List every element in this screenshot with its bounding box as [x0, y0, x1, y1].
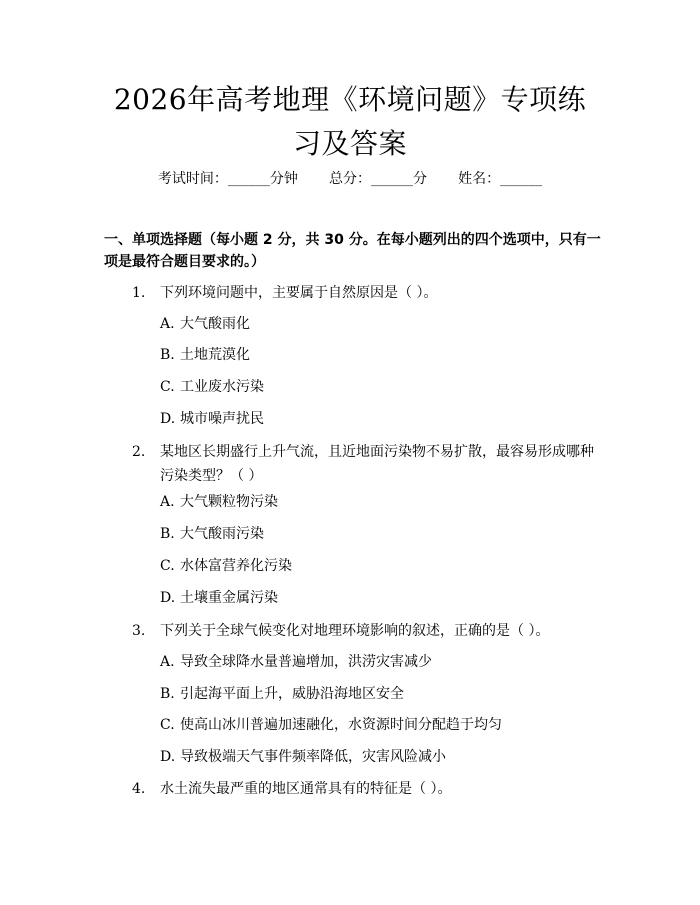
option-3c: [160, 715, 502, 735]
option-text: 土壤重金属污染: [180, 590, 278, 606]
option-1a: [160, 314, 250, 334]
option-letter: A.: [160, 316, 175, 332]
option-letter: A.: [160, 494, 175, 510]
question-2: [132, 440, 600, 488]
question-number: 1.: [132, 285, 146, 301]
option-3d: [160, 747, 446, 767]
option-text: 使高山冰川普遍加速融化，水资源时间分配趋于均匀: [180, 717, 502, 733]
option-1c: [160, 377, 264, 397]
option-2b: [160, 524, 264, 544]
question-4: [132, 777, 600, 801]
option-2d: [160, 588, 278, 608]
option-text: 城市噪声扰民: [180, 411, 264, 427]
page-title: 2026年高考地理《环境问题》专项练习及答案: [113, 83, 587, 160]
option-1b: [160, 345, 250, 365]
option-letter: D.: [160, 590, 176, 606]
total-score-label: 总分：______分: [329, 171, 427, 187]
question-3: [132, 619, 600, 643]
option-letter: D.: [160, 411, 176, 427]
exam-meta: [0, 168, 700, 188]
question-number: 2.: [132, 444, 146, 460]
exam-time-label: 考试时间：______分钟: [157, 171, 298, 187]
option-text: 大气酸雨污染: [180, 526, 264, 542]
question-stem: 某地区长期盛行上升气流，且近地面污染物不易扩散，最容易形成哪种污染类型？（ ）: [160, 444, 594, 484]
option-letter: C.: [160, 717, 175, 733]
question-stem: 下列关于全球气候变化对地理环境影响的叙述，正确的是（ ）。: [160, 623, 550, 639]
option-letter: B.: [160, 526, 175, 542]
option-text: 导致全球降水量普遍增加，洪涝灾害减少: [180, 654, 432, 670]
question-number: 4.: [132, 781, 146, 797]
question-stem: 下列环境问题中，主要属于自然原因是（ ）。: [160, 285, 438, 301]
option-letter: C.: [160, 379, 175, 395]
question-number: 3.: [132, 623, 146, 639]
option-letter: B.: [160, 347, 175, 363]
question-stem: 水土流失最严重的地区通常具有的特征是（ ）。: [160, 781, 452, 797]
option-letter: D.: [160, 749, 176, 765]
question-1: [132, 281, 600, 305]
option-3b: [160, 684, 404, 704]
option-text: 工业废水污染: [180, 379, 264, 395]
section-heading: 一、单项选择题（每小题 2 分，共 30 分。在每小题列出的四个选项中，只有一项是最符合题目要求的。）: [104, 232, 601, 270]
student-name-label: 姓名：______: [458, 171, 543, 187]
option-letter: A.: [160, 654, 175, 670]
option-letter: B.: [160, 686, 175, 702]
option-text: 引起海平面上升，威胁沿海地区安全: [180, 686, 404, 702]
option-3a: [160, 652, 432, 672]
option-1d: [160, 409, 264, 429]
option-2c: [160, 556, 292, 576]
option-text: 土地荒漠化: [180, 347, 250, 363]
option-text: 导致极端天气事件频率降低，灾害风险减小: [180, 749, 446, 765]
option-letter: C.: [160, 558, 175, 574]
option-text: 大气颗粒物污染: [180, 494, 278, 510]
option-text: 大气酸雨化: [180, 316, 250, 332]
option-text: 水体富营养化污染: [180, 558, 292, 574]
option-2a: [160, 492, 278, 512]
